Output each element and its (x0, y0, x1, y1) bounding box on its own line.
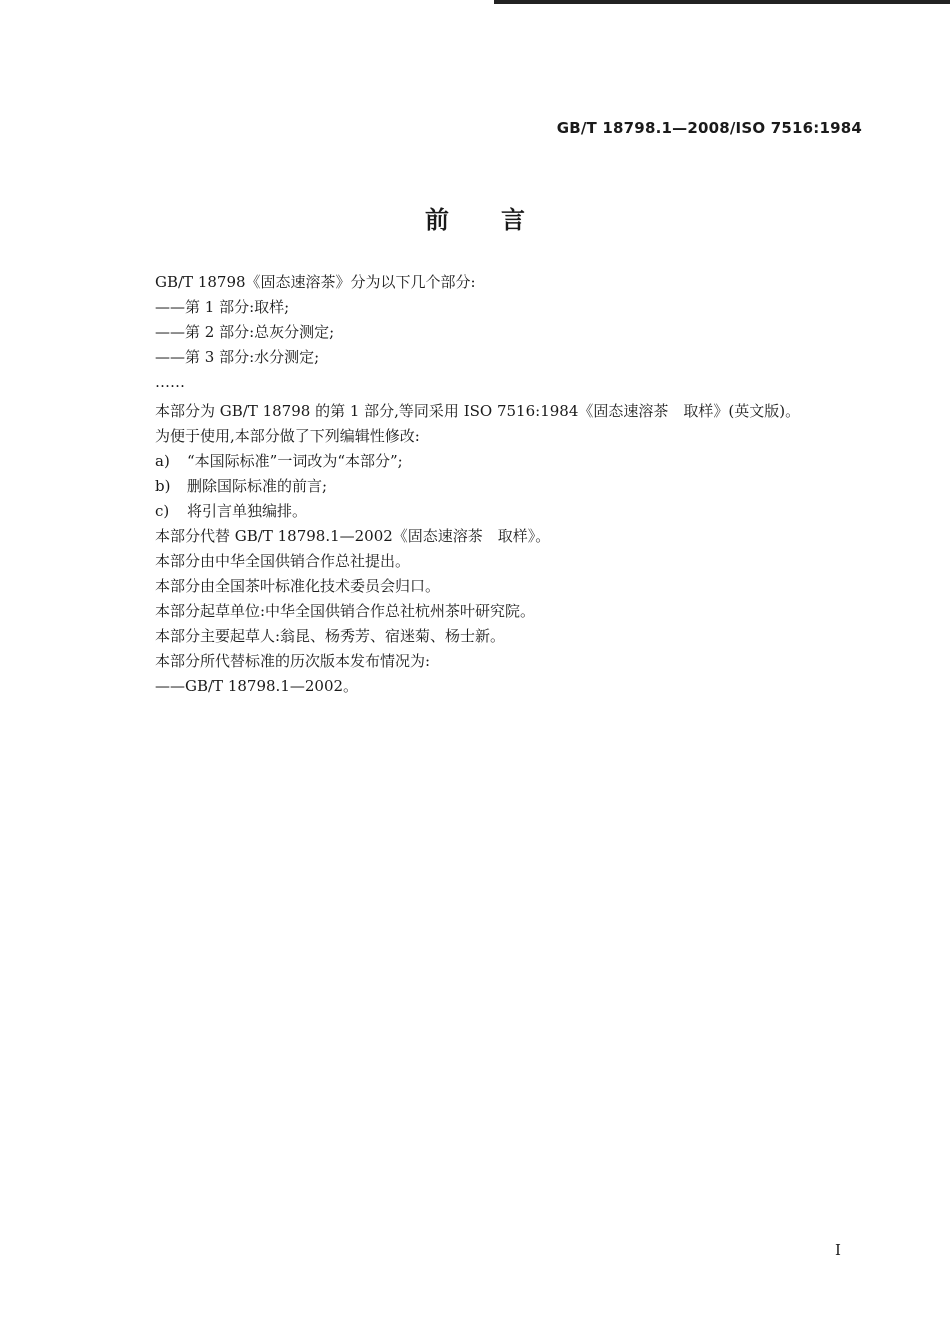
edit-text: 删除国际标准的前言; (187, 477, 328, 495)
edit-item (155, 474, 855, 499)
top-rule (494, 0, 950, 4)
page-number: I (835, 1241, 841, 1259)
page-title: 前言 (425, 206, 577, 234)
part-item: ——第 3 部分:水分测定; (155, 348, 320, 366)
adoption-statement: 本部分为 GB/T 18798 的第 1 部分,等同采用 ISO 7516:1984《固态速溶茶 取样》(英文版)。 (155, 402, 801, 420)
edits-intro: 为便于使用,本部分做了下列编辑性修改: (155, 427, 420, 445)
part-item: ——第 2 部分:总灰分测定; (155, 323, 335, 341)
part-item: ——第 1 部分:取样; (155, 298, 290, 316)
edit-marker: a) (155, 452, 170, 470)
document-id: GB/T 18798.1—2008/ISO 7516:1984 (556, 119, 862, 137)
proposer-statement: 本部分由中华全国供销合作总社提出。 (155, 552, 411, 570)
replaces-statement: 本部分代替 GB/T 18798.1—2002《固态速溶茶 取样》。 (155, 527, 551, 545)
part-ellipsis: …… (155, 373, 185, 391)
edit-marker: c) (155, 502, 170, 520)
foreword-body (155, 270, 855, 699)
edit-item (155, 499, 855, 524)
history-intro: 本部分所代替标准的历次版本发布情况为: (155, 652, 431, 670)
edit-text: 将引言单独编排。 (187, 502, 308, 520)
parts-intro: GB/T 18798《固态速溶茶》分为以下几个部分: (155, 273, 476, 291)
history-item: ——GB/T 18798.1—2002。 (155, 677, 359, 695)
drafters-statement: 本部分主要起草人:翁昆、杨秀芳、宿迷菊、杨士新。 (155, 627, 506, 645)
edit-text: “本国际标准”一词改为“本部分”; (187, 452, 403, 470)
drafting-unit-statement: 本部分起草单位:中华全国供销合作总社杭州茶叶研究院。 (155, 602, 536, 620)
edit-item (155, 449, 855, 474)
edit-marker: b) (155, 477, 171, 495)
committee-statement: 本部分由全国茶叶标准化技术委员会归口。 (155, 577, 441, 595)
